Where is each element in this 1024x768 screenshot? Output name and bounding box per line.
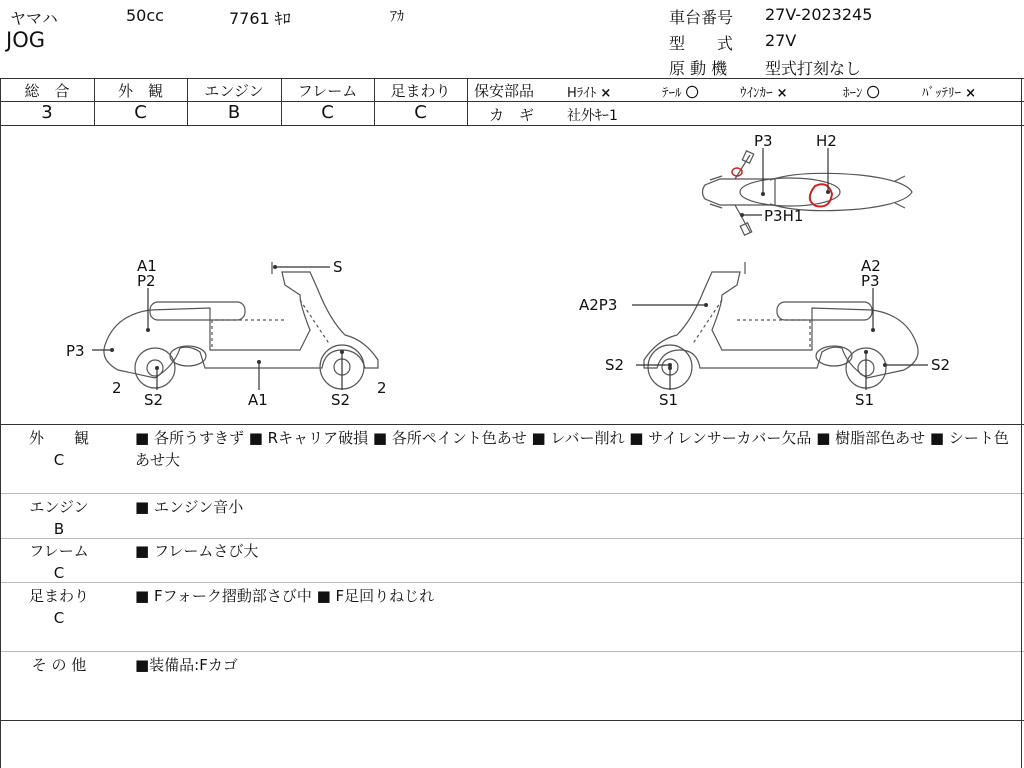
top-label-p3h1: P3H1 bbox=[764, 207, 804, 225]
engine-value: 型式打刻なし bbox=[765, 59, 862, 78]
color: ｱｶ bbox=[390, 9, 404, 25]
exterior-grade-value: C bbox=[134, 102, 147, 123]
left-label-s: S bbox=[333, 258, 343, 276]
safety-item-tail: ﾃｰﾙ 〇 bbox=[662, 86, 699, 101]
key-value: 社外ｷｰ1 bbox=[567, 108, 618, 124]
overall-grade-label: 総 合 bbox=[24, 82, 70, 100]
top-view-scooter bbox=[703, 151, 913, 235]
left-label-a1b: A1 bbox=[248, 391, 268, 409]
right-label-s2b: S2 bbox=[931, 356, 951, 374]
left-label-s2b: S2 bbox=[331, 391, 351, 409]
safety-item-winker: ｳｲﾝｶｰ × bbox=[740, 86, 788, 101]
suspension-grade-value: C bbox=[414, 102, 427, 123]
right-label-s2a: S2 bbox=[605, 356, 625, 374]
right-label-s1a: S1 bbox=[659, 391, 679, 409]
frame-grade-label: フレーム bbox=[297, 82, 358, 100]
left-label-2a: 2 bbox=[112, 379, 122, 397]
frame-no-label: 車台番号 bbox=[669, 8, 734, 27]
left-label-p2: P2 bbox=[137, 272, 156, 290]
key-label: カ ギ bbox=[489, 106, 535, 124]
right-label-p3: P3 bbox=[861, 272, 880, 290]
engine-grade-value: B bbox=[227, 102, 241, 123]
left-label-2b: 2 bbox=[377, 379, 387, 397]
top-label-p3: P3 bbox=[754, 132, 773, 150]
frame-no-value: 27V-2023245 bbox=[765, 5, 873, 24]
right-label-s1b: S1 bbox=[855, 391, 875, 409]
section-engine-text: ■ エンジン音小 bbox=[135, 498, 244, 516]
left-label-s2a: S2 bbox=[144, 391, 164, 409]
left-view-callouts bbox=[92, 267, 342, 390]
engine-grade-label: エンジン bbox=[204, 82, 264, 100]
suspension-grade-label: 足まわり bbox=[390, 82, 451, 100]
section-other-label: そ の 他 bbox=[31, 656, 87, 674]
engine-label: 原 動 機 bbox=[669, 59, 728, 78]
section-other-text: ■装備品:Fカゴ bbox=[135, 656, 238, 674]
section-frame-label: フレーム C bbox=[29, 542, 89, 582]
overall-grade-value: 3 bbox=[41, 102, 53, 123]
section-frame-text: ■ フレームさび大 bbox=[135, 542, 259, 560]
right-label-a2p3: A2P3 bbox=[579, 296, 618, 314]
left-label-a1: A1 bbox=[137, 257, 157, 275]
right-label-a2: A2 bbox=[861, 257, 881, 275]
top-label-h2: H2 bbox=[816, 132, 837, 150]
section-exterior-text: ■ 各所うすきず ■ Rキャリア破損 ■ 各所ペイント色あせ ■ レバー削れ ■ サイレンサーカバー欠品 ■ 樹脂部色あせ ■ シート色あせ大 bbox=[135, 429, 1009, 469]
type-label: 型 式 bbox=[669, 34, 734, 53]
model-name: JOG bbox=[6, 28, 45, 52]
safety-item-battery: ﾊﾞｯﾃﾘｰ × bbox=[922, 86, 977, 101]
section-exterior-label: 外 観 C bbox=[28, 429, 89, 469]
section-suspension-label: 足まわり C bbox=[28, 587, 89, 627]
type-value: 27V bbox=[765, 31, 797, 50]
section-suspension-text: ■ Fフォーク摺動部さび中 ■ F足回りねじれ bbox=[135, 587, 435, 605]
exterior-grade-label: 外 観 bbox=[117, 82, 163, 100]
displacement: 50cc bbox=[126, 6, 164, 25]
safety-item-headlight: Hﾗｲﾄ × bbox=[567, 86, 612, 101]
frame-grade-value: C bbox=[321, 102, 334, 123]
maker: ヤマハ bbox=[10, 9, 58, 28]
mileage: 7761 ｷﾛ bbox=[229, 9, 291, 28]
safety-label: 保安部品 bbox=[474, 82, 535, 100]
safety-item-horn: ﾎｰﾝ 〇 bbox=[843, 86, 880, 101]
section-engine-label: エンジン B bbox=[29, 498, 89, 538]
left-label-p3: P3 bbox=[66, 342, 85, 360]
